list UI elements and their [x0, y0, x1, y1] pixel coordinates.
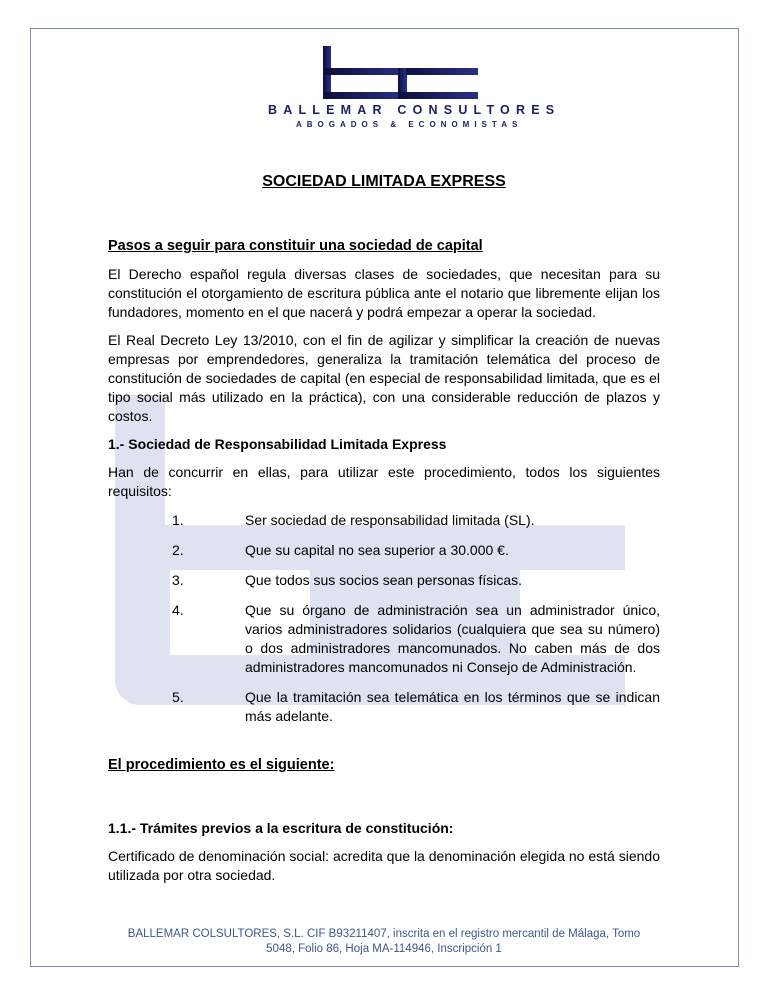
item-text: Que todos sus socios sean personas físicas. — [245, 572, 523, 588]
paragraph: El Real Decreto Ley 13/2010, con el fin de agilizar y simplificar la creación de nuevas empresas por emprendedores, generaliza la tramitación telemática del proceso de constitución de sociedades de capital (en especial de responsabilidad limitada, que es el tipo social más utilizado en la práctica), con una considerable reducción de plazos y costos. — [108, 332, 660, 424]
list-item — [172, 571, 660, 590]
paragraph: Han de concurrir en ellas, para utilizar este procedimiento, todos los siguientes requisitos: — [108, 464, 660, 499]
section-heading: El procedimiento es el siguiente: — [108, 757, 335, 773]
subsection-heading: 1.- Sociedad de Responsabilidad Limitada Express — [108, 436, 447, 452]
footer-line: BALLEMAR COLSULTORES, S.L. CIF B93211407, inscrita en el registro mercantil de Málaga, Tomo — [127, 928, 641, 940]
item-number: 4. — [172, 602, 184, 618]
paragraph: Certificado de denominación social: acredita que la denominación elegida no está siendo utilizada por otra sociedad. — [108, 848, 660, 883]
list-item — [172, 511, 660, 530]
section-heading: Pasos a seguir para constituir una sociedad de capital — [108, 238, 483, 254]
item-text: Ser sociedad de responsabilidad limitada (SL). — [245, 512, 535, 528]
item-number: 5. — [172, 689, 184, 705]
list-item — [172, 688, 660, 726]
document-body — [108, 172, 660, 894]
footer — [108, 927, 660, 957]
item-text: Que la tramitación sea telemática en los términos que se indican más adelante. — [245, 689, 660, 724]
logo-name: BALLEMAR CONSULTORES — [268, 103, 561, 117]
footer-line: 5048, Folio 86, Hoja MA-114946, Inscripción 1 — [266, 943, 502, 955]
list-item — [172, 601, 660, 677]
item-number: 1. — [172, 512, 184, 528]
logo-subtitle: ABOGADOS & ECONOMISTAS — [296, 120, 523, 129]
paragraph: El Derecho español regula diversas clases de sociedades, que necesitan para su constitución el otorgamiento de escritura pública ante el notario que libremente elijan los fundadores, momento en el que nacerá y podrá empezar a operar la sociedad. — [108, 266, 660, 320]
item-text: Que su órgano de administración sea un administrador único, varios administradores solidarios (cualquiera que sea su número) o dos administradores mancomunados. No caben más de dos administradores mancomunados ni Consejo de Administración. — [245, 602, 660, 675]
item-number: 3. — [172, 572, 184, 588]
requirements-list — [172, 511, 660, 726]
item-text: Que su capital no sea superior a 30.000 €. — [245, 542, 509, 558]
item-number: 2. — [172, 542, 184, 558]
subsection-heading: 1.1.- Trámites previos a la escritura de constitución: — [108, 820, 454, 836]
page-title: SOCIEDAD LIMITADA EXPRESS — [262, 173, 506, 190]
list-item — [172, 541, 660, 560]
